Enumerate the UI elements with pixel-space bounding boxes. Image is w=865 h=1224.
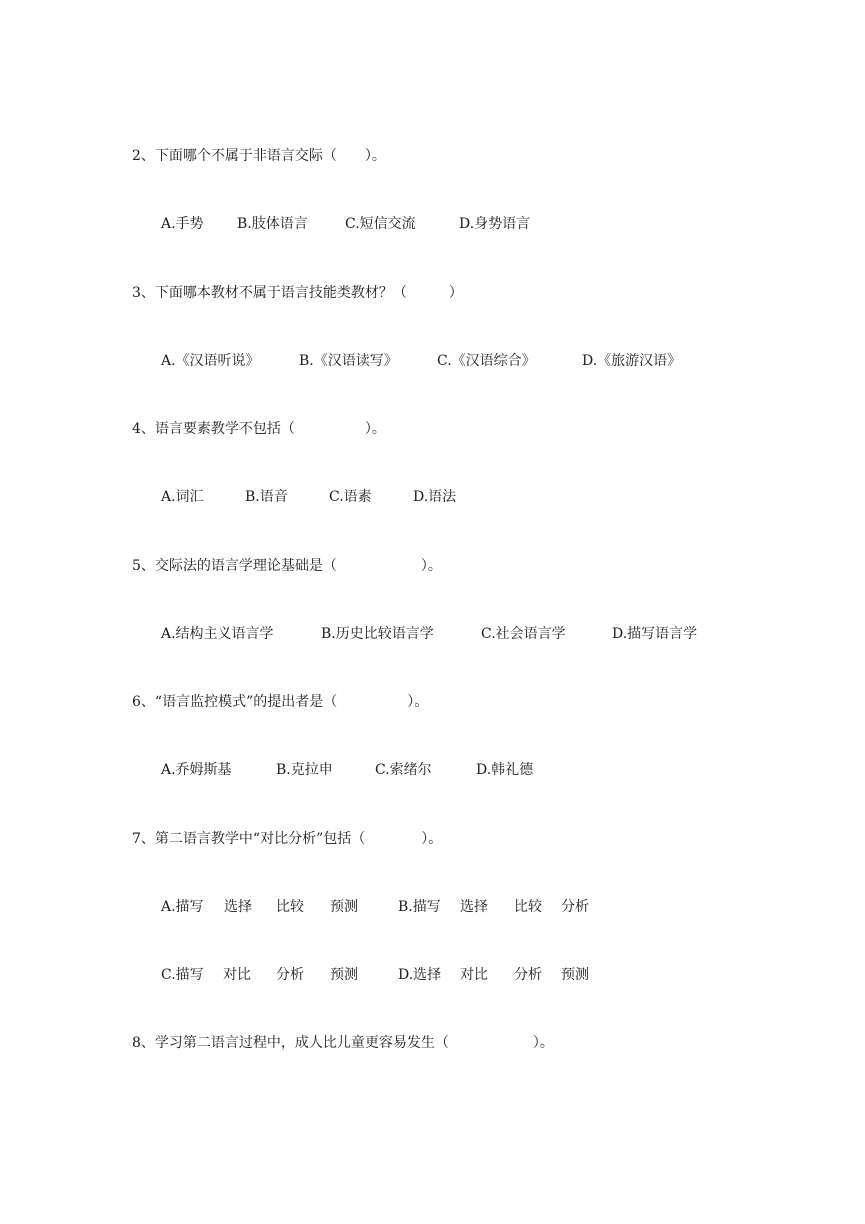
option-b: B.肢体语言 (237, 216, 308, 232)
option-c-term: 分析 (276, 967, 304, 983)
option-d-term: 对比 (460, 967, 488, 983)
option-b-term: 比较 (514, 899, 542, 915)
question-2-stem: 2、下面哪个不属于非语言交际（ ）。 (132, 148, 386, 164)
option-d: D.语法 (413, 489, 457, 505)
option-c: C.索绪尔 (375, 762, 432, 778)
question-5-stem: 5、交际法的语言学理论基础是（ ）。 (132, 558, 442, 574)
option-b: B.描写 (398, 899, 441, 915)
question-3-stem: 3、下面哪本教材不属于语言技能类教材？（ ） (132, 285, 463, 301)
option-a: A.结构主义语言学 (161, 626, 274, 642)
option-c: C.《汉语综合》 (437, 353, 536, 369)
option-c: C.短信交流 (345, 216, 416, 232)
option-a: A.词汇 (161, 489, 204, 505)
question-6-stem: 6、“语言监控模式”的提出者是（ ）。 (132, 694, 429, 710)
question-8-stem: 8、学习第二语言过程中，成人比儿童更容易发生（ ）。 (132, 1035, 554, 1051)
option-b-term: 选择 (460, 899, 488, 915)
option-c: C.语素 (329, 489, 372, 505)
option-d: D.身势语言 (459, 216, 531, 232)
option-b: B.克拉申 (276, 762, 333, 778)
option-a-term: 比较 (276, 899, 304, 915)
option-d: D.韩礼德 (476, 762, 534, 778)
option-b: B.历史比较语言学 (321, 626, 434, 642)
option-b-term: 分析 (561, 899, 589, 915)
option-a-term: 选择 (224, 899, 252, 915)
option-c-term: 对比 (223, 967, 251, 983)
question-4-stem: 4、语言要素教学不包括（ ）。 (132, 421, 386, 437)
option-a-term: 预测 (330, 899, 358, 915)
option-d: D.描写语言学 (612, 626, 698, 642)
option-d: D.选择 (398, 967, 442, 983)
option-d-term: 预测 (561, 967, 589, 983)
option-c-term: 预测 (330, 967, 358, 983)
question-7-stem: 7、第二语言教学中“对比分析”包括（ ）。 (132, 831, 443, 847)
option-c: C.描写 (161, 967, 204, 983)
option-d-term: 分析 (514, 967, 542, 983)
option-a: A.乔姆斯基 (161, 762, 232, 778)
option-c: C.社会语言学 (481, 626, 566, 642)
option-a: A.《汉语听说》 (161, 353, 260, 369)
option-b: B.语音 (245, 489, 288, 505)
option-d: D.《旅游汉语》 (582, 353, 682, 369)
option-b: B.《汉语读写》 (299, 353, 398, 369)
option-a: A.手势 (161, 216, 204, 232)
option-a: A.描写 (161, 899, 204, 915)
